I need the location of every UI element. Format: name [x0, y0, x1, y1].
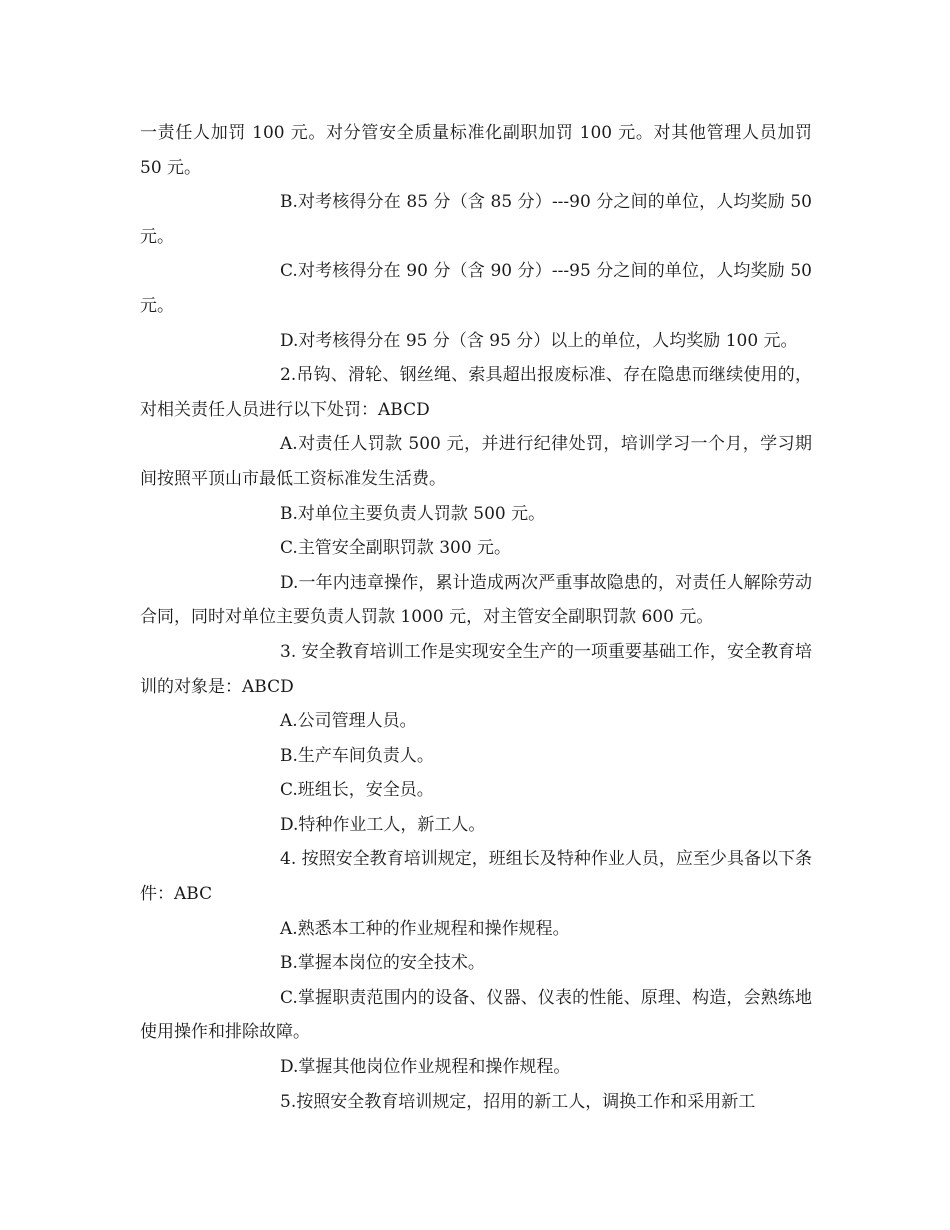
- paragraph: D.特种作业工人，新工人。: [280, 814, 486, 835]
- paragraph: 5.按照安全教育培训规定，招用的新工人，调换工作和采用新工: [280, 1091, 756, 1112]
- paragraph: D.掌握其他岗位作业规程和操作规程。: [280, 1057, 571, 1078]
- paragraph: C.掌握职责范围内的设备、仪器、仪表的性能、原理、构造，会熟练地使用操作和排除故障。: [140, 987, 812, 1043]
- paragraph: C.主管安全副职罚款 300 元。: [280, 538, 512, 559]
- paragraph: 4. 按照安全教育培训规定，班组长及特种作业人员，应至少具备以下条件：ABC: [140, 849, 812, 905]
- paragraph: 2.吊钩、滑轮、钢丝绳、索具超出报废标准、存在隐患而继续使用的，对相关责任人员进行以下处罚：ABCD: [140, 365, 812, 420]
- paragraph: C.对考核得分在 90 分（含 90 分）---95 分之间的单位，人均奖励 50 元。: [140, 261, 812, 316]
- paragraph: B.对考核得分在 85 分（含 85 分）---90 分之间的单位，人均奖励 50 元。: [140, 192, 812, 247]
- paragraph: 3. 安全教育培训工作是实现安全生产的一项重要基础工作，安全教育培训的对象是：ABCD: [140, 641, 812, 697]
- paragraph: C.班组长，安全员。: [280, 780, 434, 801]
- paragraph: A.熟悉本工种的作业规程和操作规程。: [280, 918, 570, 939]
- paragraph: A.公司管理人员。: [280, 711, 417, 732]
- paragraph: D.对考核得分在 95 分（含 95 分）以上的单位，人均奖励 100 元。: [280, 330, 798, 351]
- paragraph: B.掌握本岗位的安全技术。: [280, 953, 485, 974]
- paragraph: B.对单位主要负责人罚款 500 元。: [280, 503, 546, 524]
- document-body: [140, 116, 812, 1119]
- paragraph: A.对责任人罚款 500 元，并进行纪律处罚，培训学习一个月，学习期间按照平顶山市最低工资标准发生活费。: [140, 434, 812, 489]
- paragraph: D.一年内违章操作，累计造成两次严重事故隐患的，对责任人解除劳动合同，同时对单位主要负责人罚款 1000 元，对主管安全副职罚款 600 元。: [140, 572, 812, 628]
- paragraph: B.生产车间负责人。: [280, 745, 434, 766]
- paragraph: 一责任人加罚 100 元。对分管安全质量标准化副职加罚 100 元。对其他管理人员加罚 50 元。: [140, 123, 812, 178]
